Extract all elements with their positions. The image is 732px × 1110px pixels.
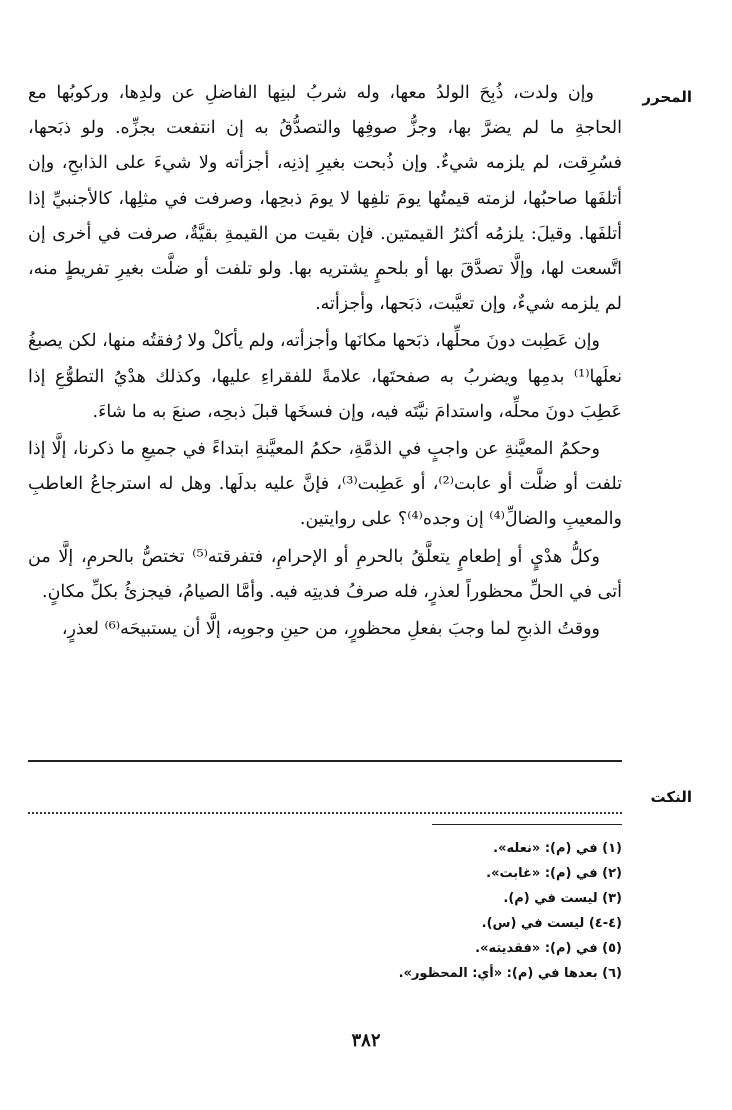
nukat-dotted-line [28, 812, 622, 814]
footnote: (٦) بعدها في (م): «أي: المحظور». [398, 966, 622, 981]
main-text-divider [28, 760, 622, 762]
paragraph: وحكمُ المعيَّنةِ عن واجبٍ في الذمَّةِ، حكمُ المعيَّنةِ ابتداءً في جميعِ ما ذكرنا، إلَّا إذا تلفت أو ضلَّت أو عابت⁽²⁾، أو عَطِبت⁽³⁾، فإنَّ عليه بدلَها. وهل له استرجاعُ العاطبِ والمعيبِ والضالِّ⁽⁴⁾ إن وجده⁽⁴⁾؟ على روايتين. [28, 439, 622, 530]
page-number: ٣٨٢ [351, 1030, 381, 1051]
main-text-block [28, 76, 622, 649]
footnote: (٤-٤) ليست في (س). [481, 916, 622, 931]
paragraph: وإن ولدت، ذُبِحَ الولدُ معها، وله شربُ لبنِها الفاضلِ عن ولدِها، وركوبُها مع الحاجةِ ما لم يضرَّ بها، وجزُّ صوفِها والتصدُّقُ به إن انتفعت بجزِّه. ولو ذبَحها، فسُرِقت، لم يلزمه شيءٌ. وإن ذُبحت بغيرِ إذنِه، أجزأته ولا شيءَ على الذابحِ، وإن أتلفَها صاحبُها، لزمته قيمتُها يومَ تلفِها لا يومَ ذبحِها، وصرفت في مثلِها، كالأجنبيِّ إذا أتلفَها. وقيلَ: يلزمُه أكثرُ القيمتين. فإن بقيت من القيمةِ بقيَّةٌ، صرفت في أخرى إن اتَّسعت لها، وإلَّا تصدَّقَ بها أو بلحمٍ يشتريه بها. ولو تلفت أو ضلَّت بغيرِ تفريطٍ منه، لم يلزمه شيءٌ، وإن تعيَّبت، ذبَحها، وأجزأته. [28, 83, 622, 315]
footnotes [302, 836, 622, 986]
footnote: (٣) ليست في (م). [503, 891, 622, 906]
paragraph: وإن عَطِبت دونَ محلِّها، ذبَحها مكانَها وأجزأته، ولم يأكلْ ولا رُفقتُه منها، لكن يصبغُ نعلَها⁽¹⁾ بدمِها ويضربُ به صفحتَها، علامةً للفقراءِ عليها، وكذلك هدْيُ التطوُّعِ إذا عَطِبَ دونَ محلِّه، واستدامَ نيَّتَه فيه، وإن فسخَها قبلَ ذبحِه، صنعَ به ما شاءَ. [28, 331, 622, 422]
footnote: (١) في (م): «نعله». [493, 841, 622, 856]
paragraph: وكلُّ هدْيٍ أو إطعامٍ يتعلَّقُ بالحرمِ أو الإحرامِ، فتفرقته⁽⁵⁾ تختصُّ بالحرمِ، إلَّا من أتى في الحلِّ محظوراً لعذرٍ، فله صرفُ فديتِه فيه. وأمَّا الصيامُ، فيجزئُ بكلِّ مكانٍ. [28, 546, 622, 602]
margin-label-nukat: النكت [650, 788, 692, 806]
paragraph: ووقتُ الذبحِ لما وجبَ بفعلِ محظورٍ، من حينِ وجوبِه، إلَّا أن يستبيحَه⁽⁶⁾ لعذرٍ، [61, 619, 600, 640]
footnote-divider [432, 824, 622, 825]
margin-label-muharrar: المحرر [642, 88, 692, 106]
footnote: (٢) في (م): «غابت». [486, 866, 622, 881]
footnote: (٥) في (م): «فقديته». [475, 941, 622, 956]
